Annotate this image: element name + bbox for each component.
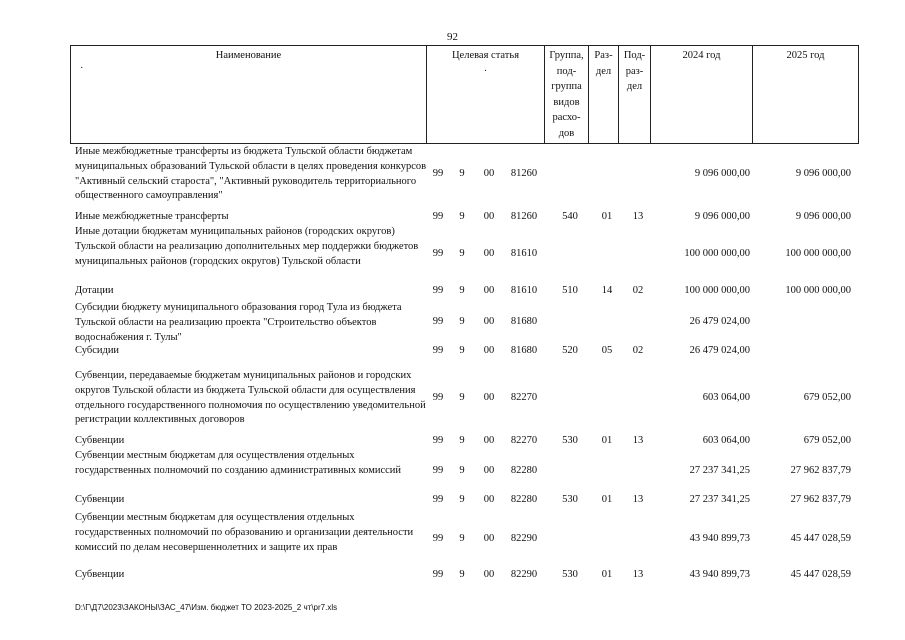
row-name: Субвенции местным бюджетам для осуществления отдельных государственных полномочий по образованию и организации деятельности комиссий по делам несовершеннолетних и защите их прав (75, 512, 414, 553)
cell-target-code: 82270 (510, 435, 538, 446)
cell-section: 01 (601, 494, 613, 505)
cell-target-direction: 00 (483, 435, 495, 446)
row-name: Дотации (75, 285, 114, 296)
cell-expense-group: 530 (562, 435, 578, 446)
cell-amount-2024: 603 064,00 (702, 392, 750, 403)
cell-target-sub: 9 (459, 285, 465, 296)
cell-target-code: 82280 (510, 494, 538, 505)
row-name: Субвенции (75, 494, 125, 505)
cell-target-sub: 9 (459, 345, 465, 356)
cell-target-program: 99 (432, 316, 444, 327)
cell-target-sub: 9 (459, 435, 465, 446)
cell-target-direction: 00 (483, 168, 495, 179)
row-name: Иные дотации бюджетам муниципальных районов (городских округов) Тульской области на реализацию дополнительных мер поддержки бюджетов муниципальных районов (городских округов) Тульской области (75, 226, 419, 267)
cell-expense-group: 540 (562, 211, 578, 222)
cell-target-sub: 9 (459, 248, 465, 259)
cell-target-direction: 00 (483, 465, 495, 476)
cell-target-program: 99 (432, 168, 444, 179)
cell-target-program: 99 (432, 569, 444, 580)
cell-target-direction: 00 (483, 316, 495, 327)
cell-amount-2024: 100 000 000,00 (684, 285, 750, 296)
cell-target-program: 99 (432, 211, 444, 222)
cell-amount-2024: 9 096 000,00 (694, 168, 750, 179)
cell-target-sub: 9 (459, 465, 465, 476)
cell-expense-group: 520 (562, 345, 578, 356)
cell-target-code: 81680 (510, 316, 538, 327)
cell-amount-2025: 27 962 837,79 (790, 465, 851, 476)
cell-subsection: 13 (632, 211, 644, 222)
cell-target-program: 99 (432, 392, 444, 403)
cell-target-program: 99 (432, 285, 444, 296)
cell-target-sub: 9 (459, 533, 465, 544)
cell-amount-2025: 679 052,00 (803, 435, 851, 446)
cell-target-direction: 00 (483, 494, 495, 505)
cell-target-program: 99 (432, 345, 444, 356)
cell-subsection: 02 (632, 345, 644, 356)
cell-amount-2024: 26 479 024,00 (689, 316, 750, 327)
cell-target-code: 81610 (510, 285, 538, 296)
cell-target-code: 82270 (510, 392, 538, 403)
cell-amount-2024: 9 096 000,00 (694, 211, 750, 222)
page-number: 92 (447, 31, 458, 43)
cell-target-program: 99 (432, 435, 444, 446)
header-name: Наименование · (71, 46, 427, 144)
table-header (70, 45, 859, 144)
cell-target-code: 82290 (510, 533, 538, 544)
cell-target-sub: 9 (459, 392, 465, 403)
cell-target-sub: 9 (459, 168, 465, 179)
cell-amount-2025: 100 000 000,00 (785, 248, 851, 259)
cell-amount-2025: 679 052,00 (803, 392, 851, 403)
row-name: Иные межбюджетные трансферты (75, 211, 229, 222)
cell-amount-2024: 27 237 341,25 (689, 465, 750, 476)
cell-amount-2024: 43 940 899,73 (689, 533, 750, 544)
row-name: Иные межбюджетные трансферты из бюджета Тульской области бюджетам муниципальных образований Тульской области в целях проведения конкурсов "Активный сельский староста", "Активный руководитель территориального общественного самоуправления" (75, 146, 427, 202)
cell-target-direction: 00 (483, 533, 495, 544)
header-group: Группа, под- группа видов расхо- дов (545, 46, 589, 144)
cell-target-sub: 9 (459, 211, 465, 222)
cell-amount-2024: 100 000 000,00 (684, 248, 750, 259)
cell-amount-2025: 27 962 837,79 (790, 494, 851, 505)
cell-target-program: 99 (432, 533, 444, 544)
cell-amount-2025: 45 447 028,59 (790, 533, 851, 544)
cell-target-direction: 00 (483, 285, 495, 296)
cell-expense-group: 510 (562, 285, 578, 296)
cell-amount-2024: 27 237 341,25 (689, 494, 750, 505)
row-name: Субвенции (75, 569, 125, 580)
cell-subsection: 13 (632, 569, 644, 580)
cell-target-program: 99 (432, 465, 444, 476)
cell-target-code: 82280 (510, 465, 538, 476)
row-name: Субвенции, передаваемые бюджетам муниципальных районов и городских округов Тульской области из бюджета Тульской области для осуществления отдельного государственного полномочия по осуществлению уведомительной регистрации коллективных договоров (75, 370, 426, 426)
header-section: Раз- дел (589, 46, 619, 144)
header-year-2024: 2024 год (651, 46, 753, 144)
cell-amount-2025: 100 000 000,00 (785, 285, 851, 296)
cell-section: 01 (601, 211, 613, 222)
cell-target-program: 99 (432, 248, 444, 259)
row-name: Субвенции (75, 435, 125, 446)
cell-amount-2025: 9 096 000,00 (795, 211, 851, 222)
header-subsection: Под- раз- дел (619, 46, 651, 144)
cell-amount-2025: 9 096 000,00 (795, 168, 851, 179)
cell-target-direction: 00 (483, 392, 495, 403)
cell-amount-2025: 45 447 028,59 (790, 569, 851, 580)
cell-section: 14 (601, 285, 613, 296)
cell-expense-group: 530 (562, 569, 578, 580)
cell-subsection: 13 (632, 494, 644, 505)
cell-amount-2024: 43 940 899,73 (689, 569, 750, 580)
cell-section: 05 (601, 345, 613, 356)
cell-target-sub: 9 (459, 316, 465, 327)
file-path-footer: D:\Г\Д7\2023\ЗАКОНЫ\ЗАС_47\Изм. бюджет ТО 2023-2025_2 чт\pr7.xls (75, 603, 338, 612)
cell-expense-group: 530 (562, 494, 578, 505)
cell-section: 01 (601, 435, 613, 446)
row-name: Субвенции местным бюджетам для осуществления отдельных государственных полномочий по созданию административных комиссий (75, 450, 402, 476)
cell-target-code: 81260 (510, 168, 538, 179)
cell-target-sub: 9 (459, 569, 465, 580)
cell-amount-2024: 26 479 024,00 (689, 345, 750, 356)
header-target: Целевая статья · (427, 46, 545, 144)
cell-target-code: 81680 (510, 345, 538, 356)
cell-target-direction: 00 (483, 248, 495, 259)
row-name: Субсидии бюджету муниципального образования город Тула из бюджета Тульской области на реализацию проекта "Строительство объектов водоснабжения г. Тулы" (75, 302, 402, 343)
cell-target-direction: 00 (483, 345, 495, 356)
cell-section: 01 (601, 569, 613, 580)
header-year-2025: 2025 год (753, 46, 859, 144)
cell-target-code: 81610 (510, 248, 538, 259)
cell-subsection: 02 (632, 285, 644, 296)
cell-amount-2024: 603 064,00 (702, 435, 750, 446)
row-name: Субсидии (75, 345, 120, 356)
cell-target-direction: 00 (483, 569, 495, 580)
cell-target-code: 82290 (510, 569, 538, 580)
cell-target-program: 99 (432, 494, 444, 505)
cell-target-sub: 9 (459, 494, 465, 505)
cell-subsection: 13 (632, 435, 644, 446)
cell-target-direction: 00 (483, 211, 495, 222)
cell-target-code: 81260 (510, 211, 538, 222)
